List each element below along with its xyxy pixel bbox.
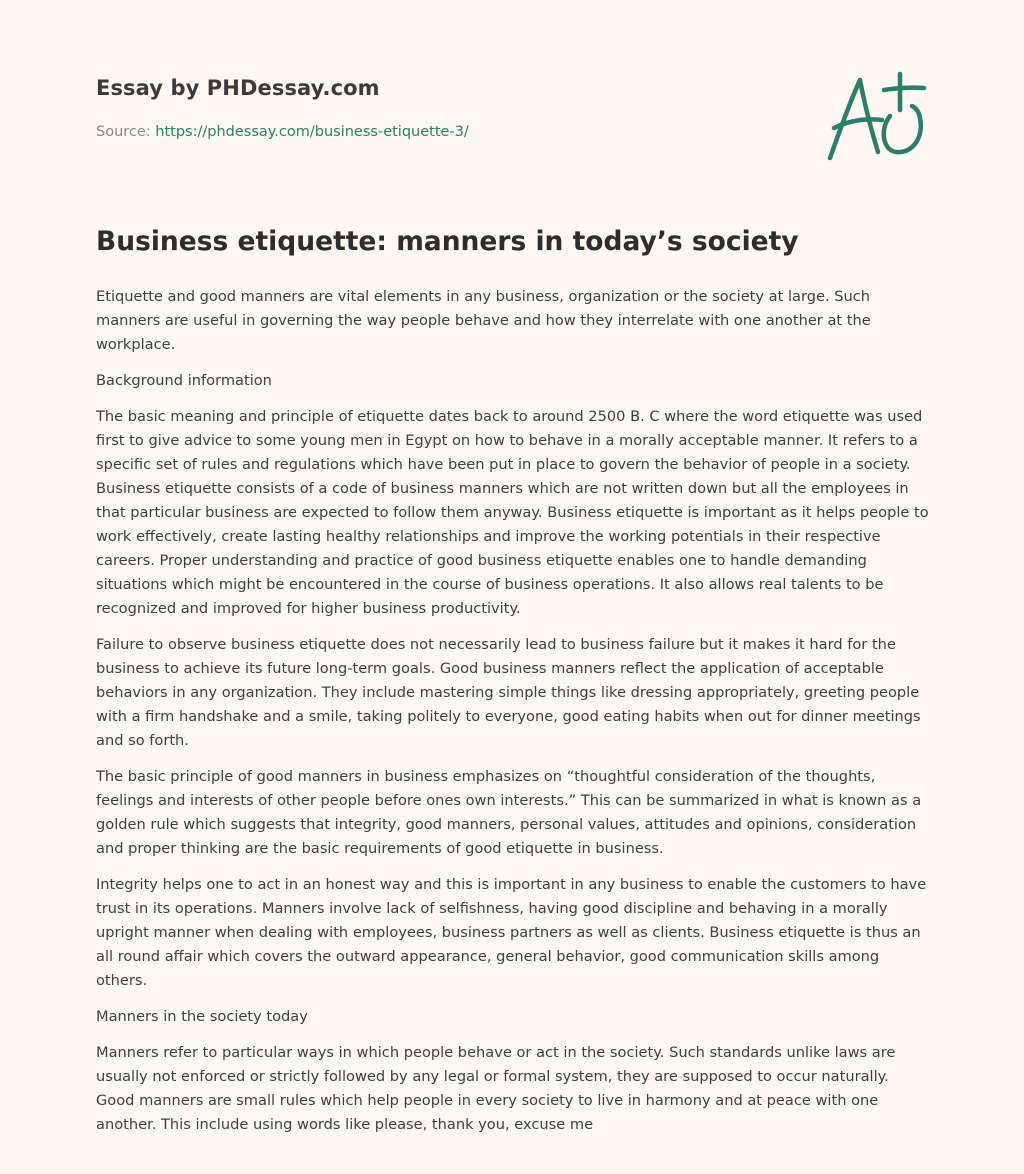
source-label: Source: xyxy=(96,124,151,140)
site-brand-title: Essay by PHDessay.com xyxy=(96,76,380,100)
paragraph-failure: Failure to observe business etiquette does not necessarily lead to business failure but it makes it hard for the business to achieve its future long-term goals. Good business manners reflect the application of acceptable behaviors in any organization. They include mastering simple things like dressing appropriately, greeting people with a firm handshake and a smile, taking politely to everyone, good eating habits when out for dinner meetings and so forth. xyxy=(96,636,921,749)
source-link[interactable]: https://phdessay.com/business-etiquette-3/ xyxy=(155,124,469,140)
subheading-background: Background information xyxy=(96,372,272,389)
paragraph-intro: Etiquette and good manners are vital elements in any business, organization or the society at large. Such manners are useful in governing the way people behave and how they interrelate with one another at the workplace. xyxy=(96,288,871,353)
paragraph-principle: The basic principle of good manners in business emphasizes on “thoughtful consideration of the thoughts, feelings and interests of other people before ones own interests.” This can be summarized in what is known as a golden rule which suggests that integrity, good manners, personal values, attitudes and opinions, consideration and proper thinking are the basic requirements of good etiquette in business. xyxy=(96,768,922,857)
paragraph-manners: Manners refer to particular ways in which people behave or act in the society. Such standards unlike laws are usually not enforced or strictly followed by any legal or formal system, they are supposed to occur naturally. Good manners are small rules which help people in every society to live in harmony and at peace with one another. This include using words like please, thank you, excuse me xyxy=(96,1044,896,1133)
source-line xyxy=(96,124,469,140)
a-plus-logo-icon xyxy=(820,66,930,166)
subheading-manners-today: Manners in the society today xyxy=(96,1008,308,1025)
paragraph-integrity: Integrity helps one to act in an honest way and this is important in any business to enable the customers to have trust in its operations. Manners involve lack of selfishness, having good discipline and behaving in a morally upright manner when dealing with employees, business partners as well as clients. Business etiquette is thus an all round affair which covers the outward appearance, general behavior, good communication skills among others. xyxy=(96,876,927,989)
essay-body xyxy=(96,285,931,1149)
paragraph-background: The basic meaning and principle of etiquette dates back to around 2500 B. C where the word etiquette was used first to give advice to some young men in Egypt on how to behave in a morally acceptable manner. It refers to a specific set of rules and regulations which have been put in place to govern the behavior of people in a society. Business etiquette consists of a code of business manners which are not written down but all the employees in that particular business are expected to follow them anyway. Business etiquette is important as it helps people to work effectively, create lasting healthy relationships and improve the working potentials in their respective careers. Proper understanding and practice of good business etiquette enables one to handle demanding situations which might be encountered in the course of business operations. It also allows real talents to be recognized and improved for higher business productivity. xyxy=(96,408,929,617)
essay-title: Business etiquette: manners in today’s society xyxy=(96,226,799,257)
